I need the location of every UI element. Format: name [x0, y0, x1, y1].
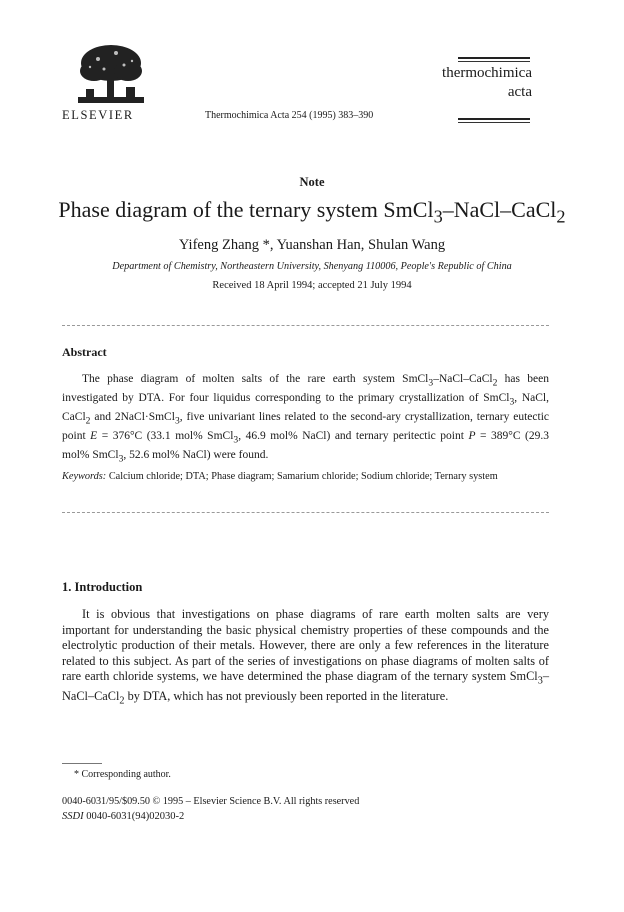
journal-rule-bottom-thin — [458, 122, 530, 123]
journal-name-line2: acta — [507, 84, 532, 100]
journal-rule-top — [458, 57, 530, 59]
keywords-label: Keywords: — [62, 471, 107, 482]
ssdi-number: 0040-6031(94)02030-2 — [86, 811, 185, 822]
article-title: Phase diagram of the ternary system SmCl$_3$–NaCl–CaCl$_2$ — [58, 197, 566, 227]
abstract-heading: Abstract — [62, 345, 107, 359]
journal-name-line1: thermochimica — [442, 65, 532, 81]
journal-citation: Thermochimica Acta 254 (1995) 383–390 — [205, 110, 374, 121]
keywords-line — [62, 470, 549, 484]
elsevier-tree-logo — [76, 41, 146, 107]
article-type-label: Note — [299, 175, 325, 189]
ssdi-label: SSDI — [62, 811, 84, 822]
copyright-line: 0040-6031/95/$09.50 © 1995 – Elsevier Science B.V. All rights reserved — [62, 796, 360, 807]
journal-rule-bottom — [458, 118, 530, 120]
abstract-divider-top — [62, 325, 549, 326]
received-dates: Received 18 April 1994; accepted 21 July 1994 — [212, 280, 412, 291]
abstract-body: The phase diagram of molten salts of the rare earth system SmCl$_3$–NaCl–CaCl$_2$ has been investigated by DTA. For four liquidus corresponding to the primary crystallization of SmCl$_3$, NaCl, CaCl$_2$ and 2NaCl·SmCl$_3$, five univariant lines related to the second-ary crystallization, ternary eutectic point E = 376°C (33.1 mol% SmCl$_3$, 46.9 mol% NaCl) and ternary peritectic point P = 389°C (29.3 mol% SmCl$_3$, 52.6 mol% NaCl) were found. — [62, 373, 550, 465]
ssdi-line — [62, 811, 184, 822]
corresponding-author-footnote: * Corresponding author. — [74, 769, 171, 780]
keywords-list: Calcium chloride; DTA; Phase diagram; Samarium chloride; Sodium chloride; Ternary system — [108, 471, 498, 482]
abstract-divider-bottom — [62, 512, 549, 513]
journal-logo-text — [392, 64, 532, 102]
publisher-name: ELSEVIER — [62, 108, 134, 122]
journal-rule-top-thin — [458, 61, 530, 62]
footnote-rule — [62, 763, 102, 764]
introduction-heading: 1. Introduction — [62, 580, 143, 594]
article-authors: Yifeng Zhang *, Yuanshan Han, Shulan Wang — [178, 237, 446, 253]
author-affiliation: Department of Chemistry, Northeastern University, Shenyang 110006, People's Republic of China — [112, 261, 512, 272]
introduction-body: It is obvious that investigations on phase diagrams of rare earth molten salts are very important for understanding the basic physical chemistry properties of these compounds and the electrolytic production of their metals. However, there are only a few references in the literature related to this subject. As part of the series of investigations on phase diagrams of molten salts of rare earth chloride systems, we have determined the phase diagram of the ternary system SmCl$_3$–NaCl–CaCl$_2$ by DTA, which has not previously been reported in the literature. — [62, 607, 549, 707]
